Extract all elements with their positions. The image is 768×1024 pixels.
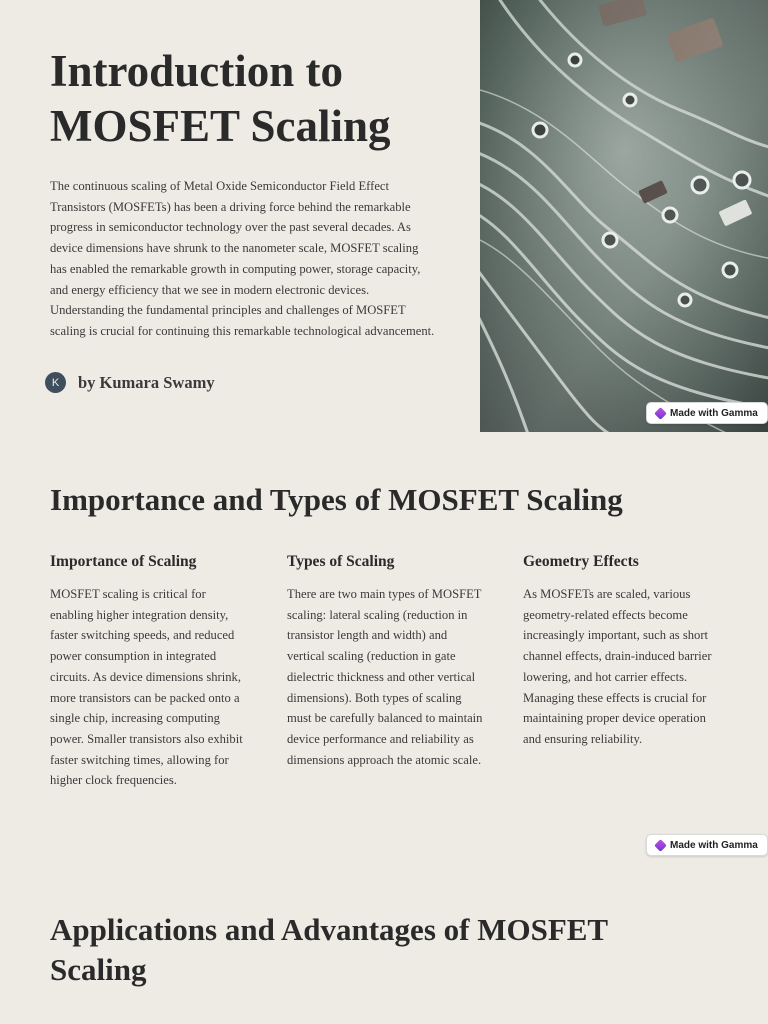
column-body: There are two main types of MOSFET scaling: lateral scaling (reduction in transistor length and width) and vertical scaling (reduction in gate dielectric thickness and other vertical dimensions). Both types of scaling must be carefully balanced to maintain device performance and reliability as dimensions approach the atomic scale. xyxy=(287,587,483,767)
author-byline xyxy=(45,372,215,393)
made-with-gamma-badge[interactable] xyxy=(646,402,768,424)
column-importance xyxy=(50,550,250,791)
badge-label: Made with Gamma xyxy=(670,839,758,851)
badge-label: Made with Gamma xyxy=(670,407,758,419)
column-heading: Importance of Scaling xyxy=(50,553,197,570)
avatar: K xyxy=(45,372,66,393)
column-body: As MOSFETs are scaled, various geometry-related effects become increasingly important, such as short channel effects, drain-induced barrier lowering, and hot carrier effects. Managing these effects is crucial for maintaining proper device operation and ensuring reliability. xyxy=(523,587,712,746)
column-geometry xyxy=(523,550,723,750)
column-types xyxy=(287,550,487,770)
column-heading: Types of Scaling xyxy=(287,553,395,570)
circuit-board-image xyxy=(480,0,768,432)
title-slide xyxy=(0,0,768,432)
author-name: by Kumara Swamy xyxy=(78,372,215,392)
section-title-applications: Applications and Advantages of MOSFET Scaling xyxy=(50,912,608,987)
made-with-gamma-badge[interactable] xyxy=(646,834,768,856)
column-body: MOSFET scaling is critical for enabling higher integration density, faster switching speeds, and reduced power consumption in integrated circuits. As device dimensions shrink, more transistors can be packed onto a single chip, increasing computing power. Smaller transistors also exhibit faster switching times, allowing for higher clock frequencies. xyxy=(50,587,243,788)
page-title: Introduction to MOSFET Scaling xyxy=(50,46,391,151)
gamma-logo-icon xyxy=(654,407,667,420)
gamma-logo-icon xyxy=(654,839,667,852)
column-heading: Geometry Effects xyxy=(523,553,639,570)
intro-paragraph: The continuous scaling of Metal Oxide Semiconductor Field Effect Transistors (MOSFETs) has been a driving force behind the remarkable progress in semiconductor technology over the past several decades. As device dimensions have shrunk to the nanometer scale, MOSFET scaling has enabled the remarkable growth in computing power, storage capacity, and energy efficiency that we see in modern electronic devices. Understanding the fundamental principles and challenges of MOSFET scaling is crucial for continuing this remarkable technological advancement. xyxy=(50,179,435,338)
section-title-importance: Importance and Types of MOSFET Scaling xyxy=(50,482,623,517)
